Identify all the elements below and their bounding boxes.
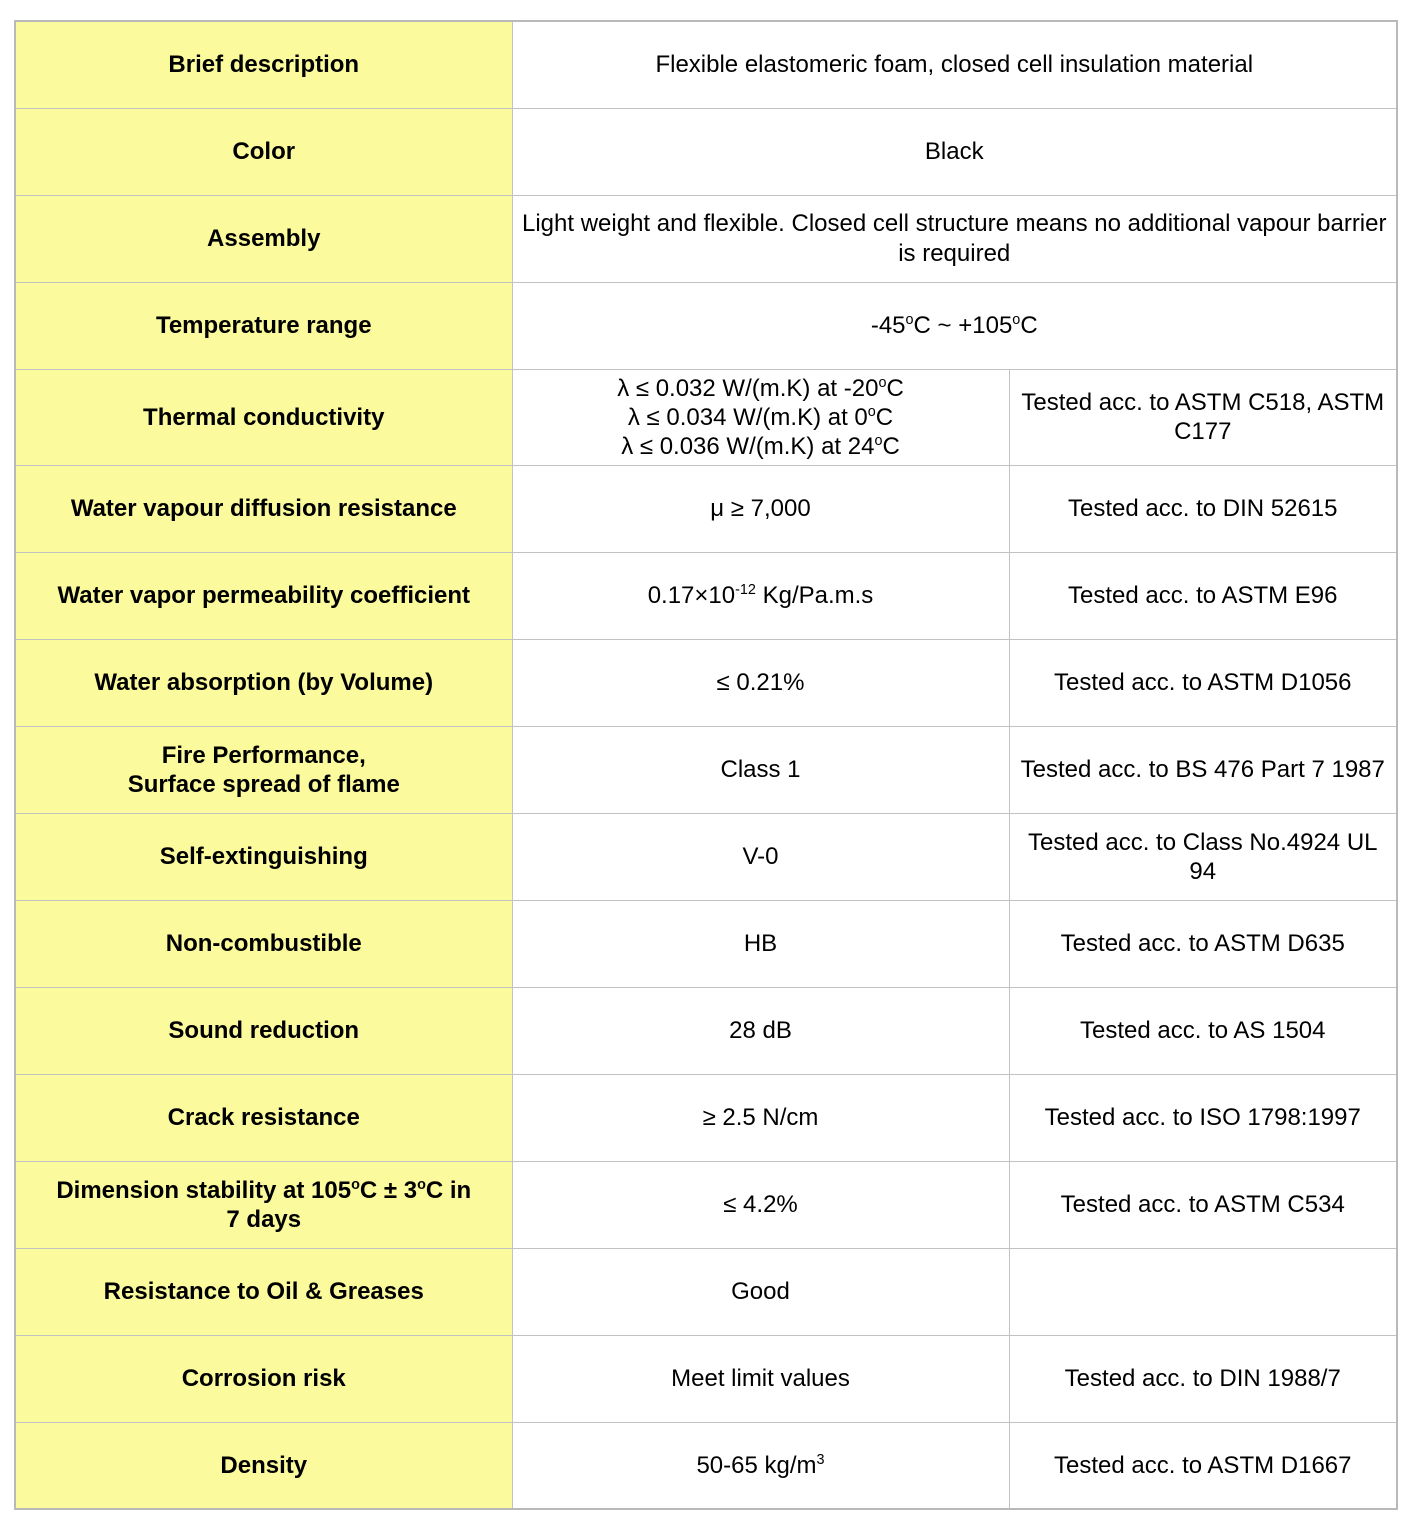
property-value-cell: ≥ 2.5 N/cm [512,1074,1009,1161]
test-standard-cell: Tested acc. to ASTM C534 [1009,1161,1397,1248]
property-label-cell: Self-extinguishing [15,813,512,900]
test-standard-cell [1009,1248,1397,1335]
property-label-cell: Brief description [15,21,512,108]
property-label-cell: Thermal conductivity [15,369,512,465]
table-row [15,900,1397,987]
property-value-cell: λ ≤ 0.032 W/(m.K) at -20$^o$C λ ≤ 0.034 W/(m.K) at 0$^o$C λ ≤ 0.036 W/(m.K) at 24$^o$C [512,369,1009,465]
property-value-cell: -45$^o$C ~ $+105^oC$ [512,282,1397,369]
property-value-cell: Flexible elastomeric foam, closed cell insulation material [512,21,1397,108]
property-label-cell: Water vapor permeability coefficient [15,552,512,639]
table-row [15,465,1397,552]
property-value-cell: ≤ 4.2% [512,1161,1009,1248]
property-value-cell: Class 1 [512,726,1009,813]
property-value-cell: Black [512,108,1397,195]
property-label-cell: Resistance to Oil & Greases [15,1248,512,1335]
property-label-cell: Crack resistance [15,1074,512,1161]
table-row [15,987,1397,1074]
test-standard-cell: Tested acc. to ASTM D1667 [1009,1422,1397,1509]
property-label-cell: Non-combustible [15,900,512,987]
table-row [15,1422,1397,1509]
property-label-cell: Sound reduction [15,987,512,1074]
property-label-cell: Fire Performance, Surface spread of flame [15,726,512,813]
property-label-cell: Dimension stability at $105^oC \pm 3^oC$ in 7 days [15,1161,512,1248]
test-standard-cell: Tested acc. to AS 1504 [1009,987,1397,1074]
material-properties-table [14,20,1398,1510]
property-label-cell: Water absorption (by Volume) [15,639,512,726]
test-standard-cell: Tested acc. to BS 476 Part 7 1987 [1009,726,1397,813]
table-row [15,1248,1397,1335]
property-value-cell: ≤ 0.21% [512,639,1009,726]
property-value-cell: $0.17\times 10^{-12}$ Kg/Pa.m.s [512,552,1009,639]
table-row [15,1074,1397,1161]
property-value-cell: Meet limit values [512,1335,1009,1422]
table-row [15,282,1397,369]
test-standard-cell: Tested acc. to ASTM E96 [1009,552,1397,639]
table-body [15,21,1397,1509]
property-value-cell: μ ≥ 7,000 [512,465,1009,552]
spec-sheet [14,20,1398,1510]
table-row [15,726,1397,813]
table-row [15,108,1397,195]
test-standard-cell: Tested acc. to DIN 52615 [1009,465,1397,552]
test-standard-cell: Tested acc. to ASTM D1056 [1009,639,1397,726]
property-label-cell: Water vapour diffusion resistance [15,465,512,552]
table-row [15,813,1397,900]
property-value-cell: 50-65 $kg/m^3$ [512,1422,1009,1509]
property-label-cell: Temperature range [15,282,512,369]
property-label-cell: Corrosion risk [15,1335,512,1422]
test-standard-cell: Tested acc. to DIN 1988/7 [1009,1335,1397,1422]
property-value-cell: HB [512,900,1009,987]
table-row [15,1161,1397,1248]
property-value-cell: 28 dB [512,987,1009,1074]
property-value-cell: V-0 [512,813,1009,900]
test-standard-cell: Tested acc. to ISO 1798:1997 [1009,1074,1397,1161]
table-row [15,639,1397,726]
table-row [15,552,1397,639]
table-row [15,1335,1397,1422]
table-row [15,369,1397,465]
property-label-cell: Density [15,1422,512,1509]
property-value-cell: Light weight and flexible. Closed cell structure means no additional vapour barrier is required [512,195,1397,282]
test-standard-cell: Tested acc. to ASTM D635 [1009,900,1397,987]
test-standard-cell: Tested acc. to Class No.4924 UL 94 [1009,813,1397,900]
property-label-cell: Assembly [15,195,512,282]
table-row [15,195,1397,282]
property-value-cell: Good [512,1248,1009,1335]
test-standard-cell: Tested acc. to ASTM C518, ASTM C177 [1009,369,1397,465]
table-row [15,21,1397,108]
property-label-cell: Color [15,108,512,195]
